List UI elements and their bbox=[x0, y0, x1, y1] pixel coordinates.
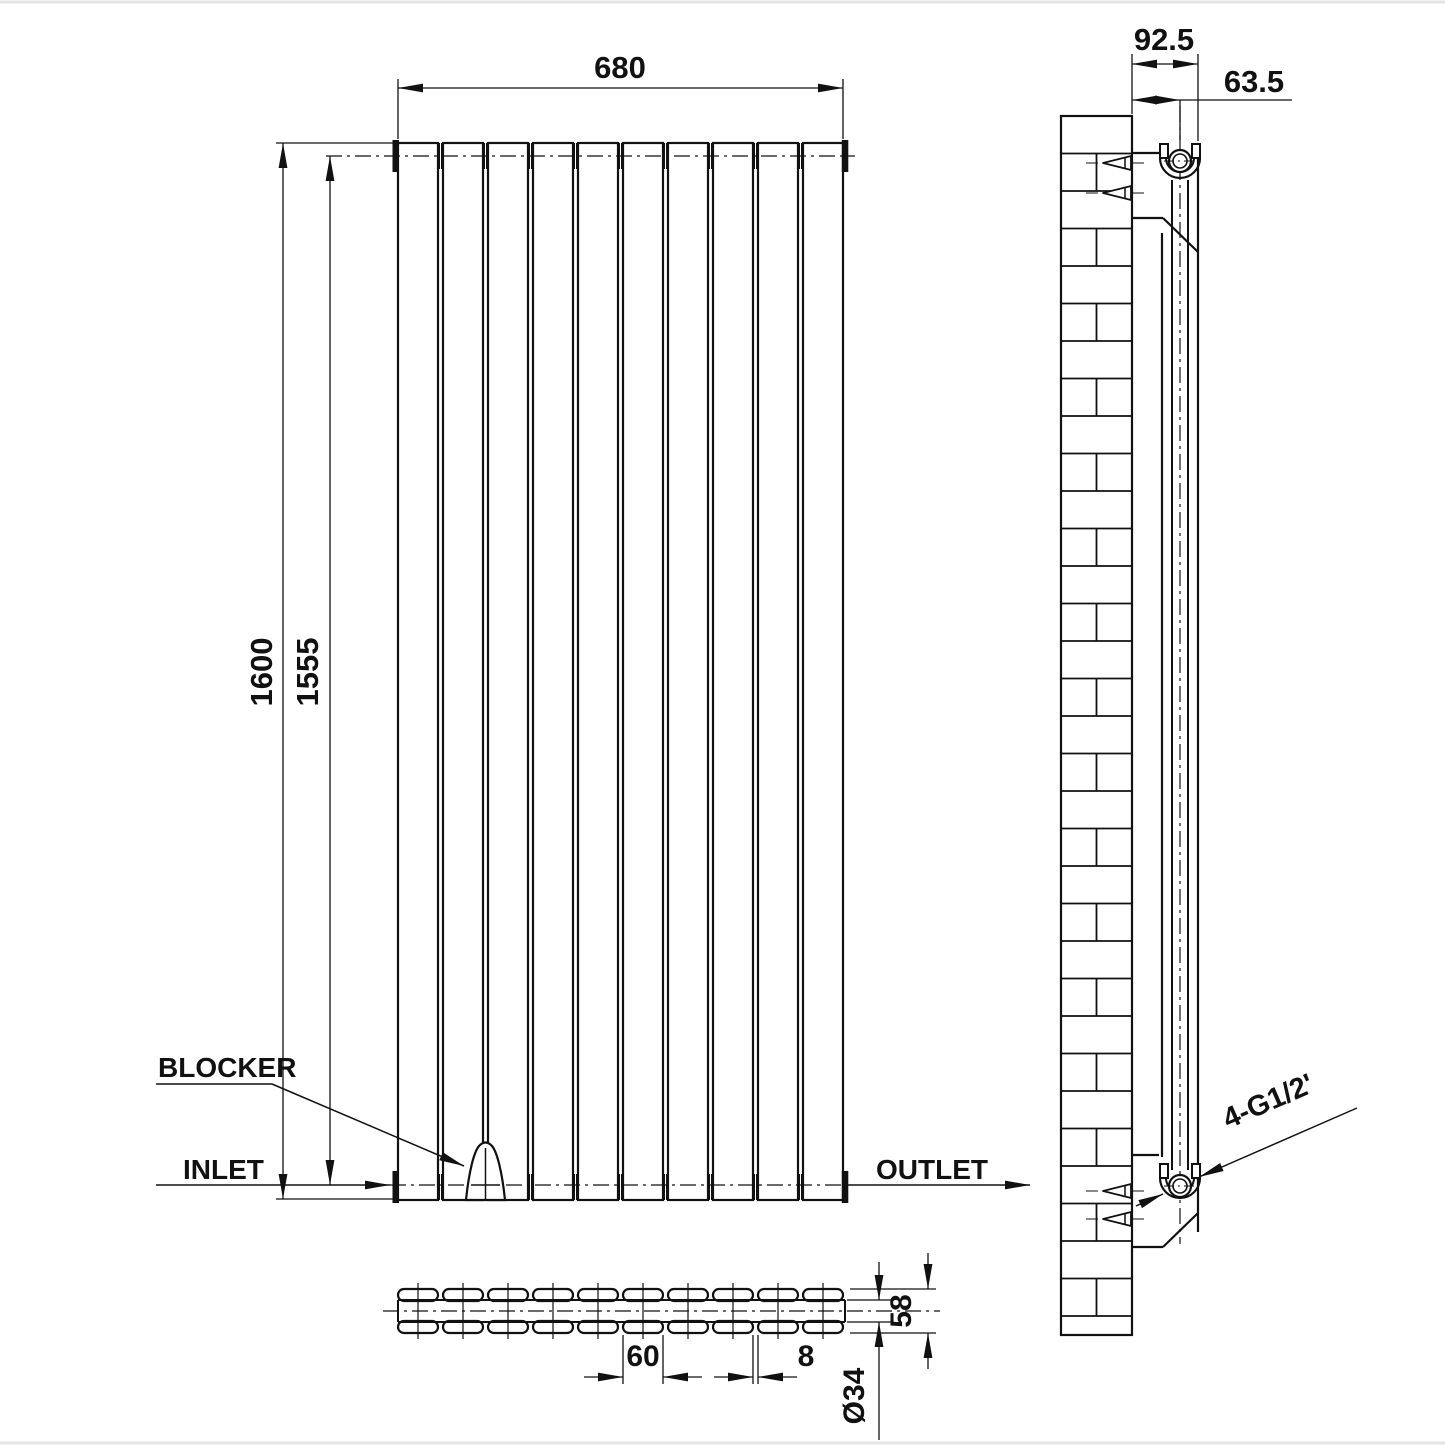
dimension-inner-height bbox=[290, 156, 330, 1185]
outlet-callout bbox=[848, 1154, 1030, 1185]
dimension-panel-gap bbox=[714, 1335, 814, 1384]
inlet-label: INLET bbox=[183, 1154, 264, 1185]
connection-label: 4-G1/2' bbox=[1218, 1068, 1319, 1136]
top-bracket bbox=[1132, 144, 1200, 252]
radiator-side-profile bbox=[1162, 106, 1198, 1244]
inner-height-dim-text: 1555 bbox=[290, 637, 325, 707]
blocker-dome bbox=[466, 1143, 505, 1201]
bottom-bracket bbox=[1132, 1155, 1200, 1247]
dimension-pipe-center bbox=[1132, 64, 1292, 140]
anchor-screws bbox=[1086, 156, 1146, 1226]
height-dim-text: 1600 bbox=[244, 637, 279, 707]
blocker-label: BLOCKER bbox=[158, 1052, 297, 1083]
collector-end-cap bbox=[842, 1171, 849, 1203]
dimension-depth-from-wall bbox=[1132, 22, 1198, 141]
blocker-callout bbox=[156, 1052, 464, 1166]
width-dim-text: 680 bbox=[594, 50, 646, 85]
wall-offset-dim-text: 92.5 bbox=[1133, 22, 1195, 57]
outlet-label: OUTLET bbox=[876, 1154, 988, 1185]
front-view bbox=[156, 50, 1030, 1203]
dimension-panel-width bbox=[584, 1335, 702, 1384]
tube-diameter-dim-text: Ø34 bbox=[838, 1367, 871, 1425]
panel-width-dim-text: 60 bbox=[626, 1340, 660, 1373]
collector-end-cap bbox=[393, 140, 400, 172]
radiator-panels bbox=[393, 140, 849, 1203]
side-view bbox=[1061, 22, 1357, 1335]
wall-section bbox=[1061, 116, 1132, 1335]
inlet-callout bbox=[156, 1154, 390, 1185]
dimension-width bbox=[398, 50, 843, 139]
cross-section-view bbox=[383, 1253, 940, 1440]
panel-gap-dim-text: 8 bbox=[797, 1340, 815, 1373]
section-depth-dim-text: 58 bbox=[885, 1294, 918, 1328]
pipe-center-dim-text: 63.5 bbox=[1223, 64, 1285, 99]
collector-end-cap bbox=[393, 1171, 400, 1203]
collector-end-cap bbox=[842, 140, 849, 172]
